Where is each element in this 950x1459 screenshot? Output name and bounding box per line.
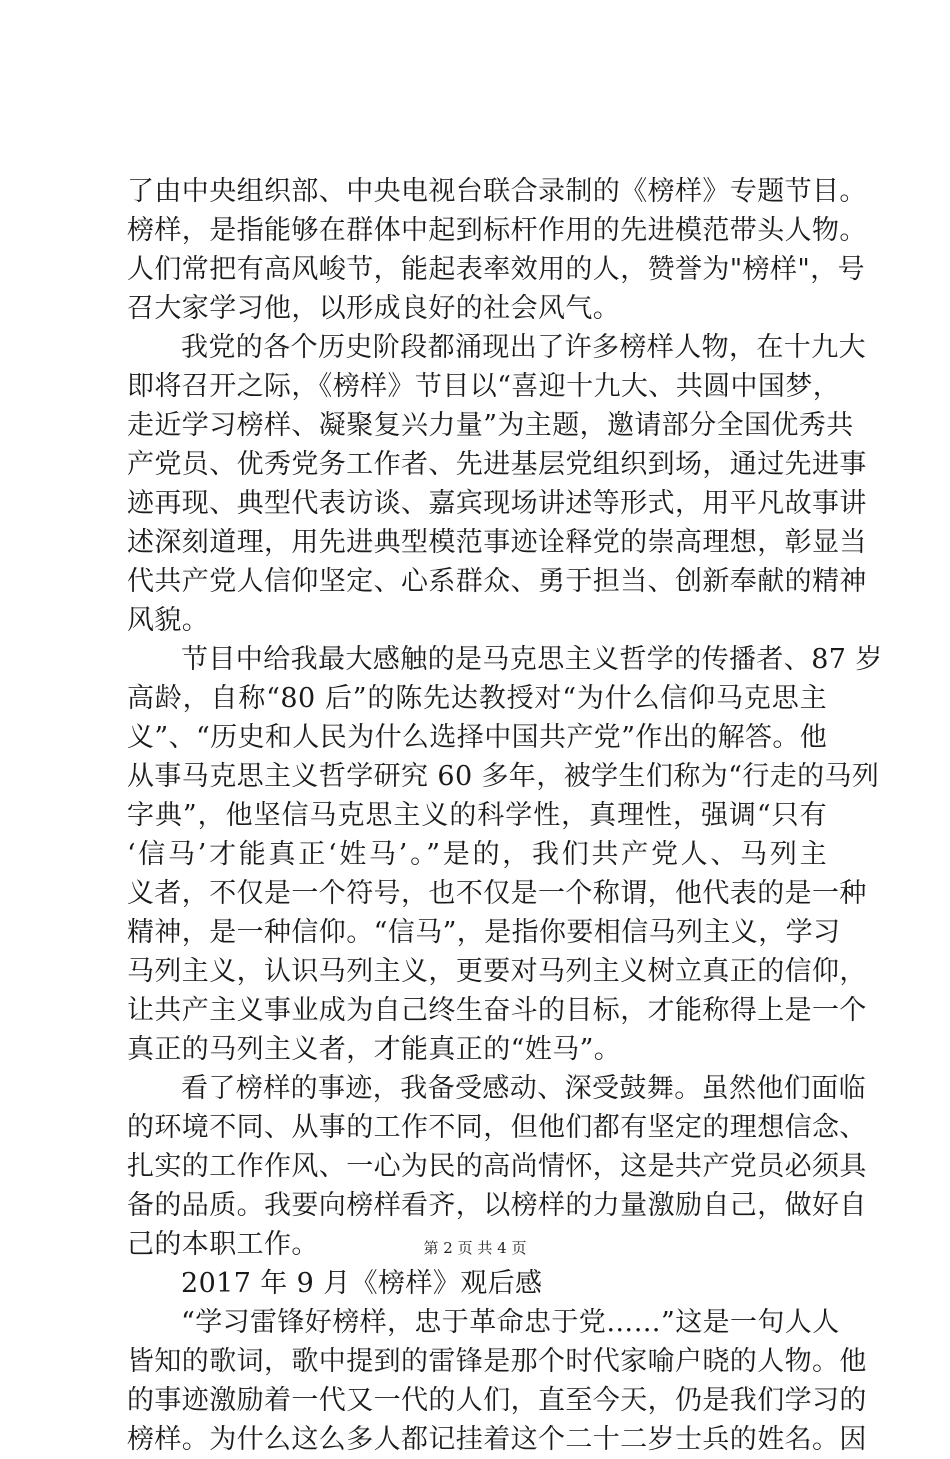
text-line: 高龄，自称“80 后”的陈先达教授对“为什么信仰马克思主 (127, 683, 827, 714)
text-line: 己的本职工作。 (127, 1229, 319, 1260)
text-line: 义”、“历史和人民为什么选择中国共产党”作出的解答。他 (127, 722, 828, 753)
text-line: 义者，不仅是一个符号，也不仅是一个称谓，他代表的是一种 (127, 878, 867, 909)
text-line: 榜样。为什么这么多人都记挂着这个二十二岁士兵的姓名。因 (127, 1424, 867, 1455)
text-line: 节目中给我最大感触的是马克思主义哲学的传播者、87 岁 (181, 644, 883, 675)
text-line: 召大家学习他，以形成良好的社会风气。 (127, 293, 621, 324)
text-line: 述深刻道理，用先进典型模范事迹诠释党的崇高理想，彰显当 (127, 527, 867, 558)
text-line: 走近学习榜样、凝聚复兴力量”为主题，邀请部分全国优秀共 (127, 410, 854, 441)
text-line: 风貌。 (127, 605, 210, 636)
document-body (127, 172, 883, 1459)
text-line: 榜样，是指能够在群体中起到标杆作用的先进模范带头人物。 (127, 215, 867, 246)
text-line: 2017 年 9 月《榜样》观后感 (181, 1268, 543, 1299)
page-number-label: 第 2 页 共 4 页 (423, 1239, 527, 1257)
text-line: 了由中央组织部、中央电视台联合录制的《榜样》专题节目。 (127, 176, 867, 207)
text-line: 即将召开之际，《榜样》节目以“喜迎十九大、共圆中国梦， (127, 371, 841, 402)
text-line: 真正的马列主义者，才能真正的“姓马”。 (127, 1034, 622, 1065)
text-line: 精神，是一种信仰。“信马”，是指你要相信马列主义，学习 (127, 917, 841, 948)
text-line: 看了榜样的事迹，我备受感动、深受鼓舞。虽然他们面临 (181, 1073, 866, 1104)
text-line: “学习雷锋好榜样，忠于革命忠于党……”这是一句人人 (181, 1307, 840, 1338)
text-line: 让共产主义事业成为自己终生奋斗的目标，才能称得上是一个 (127, 995, 867, 1026)
text-line: 我党的各个历史阶段都涌现出了许多榜样人物，在十九大 (181, 332, 866, 363)
text-line: 人们常把有高风峻节，能起表率效用的人，赞誉为"榜样"，号 (127, 254, 866, 285)
text-line: 皆知的歌词，歌中提到的雷锋是那个时代家喻户晓的人物。他 (127, 1346, 867, 1377)
text-line: 的事迹激励着一代又一代的人们，直至今天，仍是我们学习的 (127, 1385, 867, 1416)
text-line: 代共产党人信仰坚定、心系群众、勇于担当、创新奉献的精神 (127, 566, 867, 597)
text-line: 马列主义，认识马列主义，更要对马列主义树立真正的信仰， (127, 956, 867, 987)
text-line: 字典”，他坚信马克思主义的科学性，真理性，强调“只有 (127, 800, 827, 831)
text-line: 备的品质。我要向榜样看齐，以榜样的力量激励自己，做好自 (127, 1190, 867, 1221)
text-line: 迹再现、典型代表访谈、嘉宾现场讲述等形式，用平凡故事讲 (127, 488, 867, 519)
text-line: 扎实的工作作风、一心为民的高尚情怀，这是共产党员必须具 (127, 1151, 867, 1182)
text-line: 从事马克思主义哲学研究 60 多年，被学生们称为“行走的马列 (127, 761, 880, 792)
text-line: ‘信马’才能真正‘姓马’。”是的，我们共产党人、马列主 (127, 839, 827, 870)
text-line: 产党员、优秀党务工作者、先进基层党组织到场，通过先进事 (127, 449, 867, 480)
text-line: 的环境不同、从事的工作不同，但他们都有坚定的理想信念、 (127, 1112, 867, 1143)
page-footer (0, 1238, 950, 1258)
